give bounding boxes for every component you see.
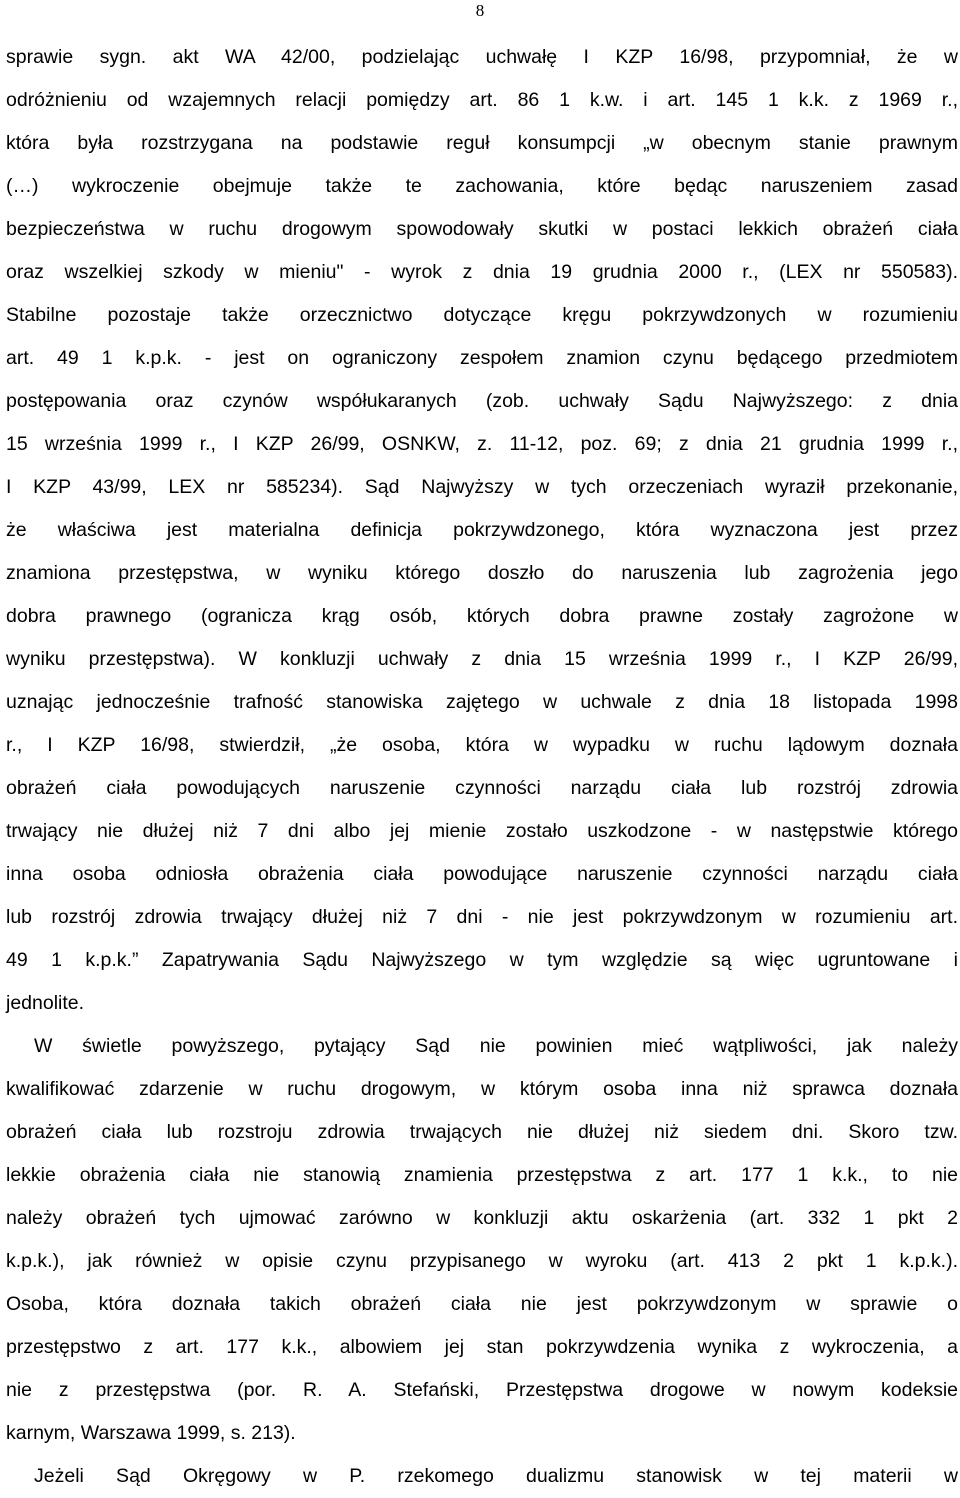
text-line: art. 49 1 k.p.k. - jest on ograniczony zespołem znamion czynu będącego przedmiotem — [6, 347, 958, 369]
body-text — [6, 36, 958, 1498]
text-line: kwalifikować zdarzenie w ruchu drogowym, w którym osoba inna niż sprawca doznała — [6, 1078, 958, 1100]
text-line: że właściwa jest materialna definicja pokrzywdzonego, która wyznaczona jest przez — [6, 519, 958, 541]
text-line: I KZP 43/99, LEX nr 585234). Sąd Najwyższy w tych orzeczeniach wyraził przekonanie, — [6, 476, 958, 498]
text-line: W świetle powyższego, pytający Sąd nie powinien mieć wątpliwości, jak należy — [34, 1035, 958, 1057]
text-line: lub rozstrój zdrowia trwający dłużej niż 7 dni - nie jest pokrzywdzonym w rozumieniu art. — [6, 906, 958, 928]
text-line: nie z przestępstwa (por. R. A. Stefański, Przestępstwa drogowe w nowym kodeksie — [6, 1379, 958, 1401]
text-line: uznając jednocześnie trafność stanowiska zajętego w uchwale z dnia 18 listopada 1998 — [6, 691, 958, 713]
text-line: obrażeń ciała lub rozstroju zdrowia trwających nie dłużej niż siedem dni. Skoro tzw. — [6, 1121, 958, 1143]
text-line: znamiona przestępstwa, w wyniku którego doszło do naruszenia lub zagrożenia jego — [6, 562, 958, 584]
text-line: 49 1 k.p.k.” Zapatrywania Sądu Najwyższego w tym względzie są więc ugruntowane i — [6, 949, 958, 971]
text-line: k.p.k.), jak również w opisie czynu przypisanego w wyroku (art. 413 2 pkt 1 k.p.k.). — [6, 1250, 958, 1272]
text-line: r., I KZP 16/98, stwierdził, „że osoba, która w wypadku w ruchu lądowym doznała — [6, 734, 958, 756]
text-line: sprawie sygn. akt WA 42/00, podzielając uchwałę I KZP 16/98, przypomniał, że w — [6, 46, 958, 68]
text-line: Osoba, która doznała takich obrażeń ciała nie jest pokrzywdzonym w sprawie o — [6, 1293, 958, 1315]
text-line: Stabilne pozostaje także orzecznictwo dotyczące kręgu pokrzywdzonych w rozumieniu — [6, 304, 958, 326]
text-line: jednolite. — [6, 992, 85, 1014]
text-line: odróżnieniu od wzajemnych relacji pomiędzy art. 86 1 k.w. i art. 145 1 k.k. z 1969 r., — [6, 89, 958, 111]
text-line: inna osoba odniosła obrażenia ciała powodujące naruszenie czynności narządu ciała — [6, 863, 958, 885]
text-line: przestępstwo z art. 177 k.k., albowiem jej stan pokrzywdzenia wynika z wykroczenia, a — [6, 1336, 958, 1358]
text-line: postępowania oraz czynów współukaranych (zob. uchwały Sądu Najwyższego: z dnia — [6, 390, 958, 412]
text-line: lekkie obrażenia ciała nie stanowią znamienia przestępstwa z art. 177 1 k.k., to nie — [6, 1164, 958, 1186]
text-line: karnym, Warszawa 1999, s. 213). — [6, 1422, 296, 1444]
text-line: 15 września 1999 r., I KZP 26/99, OSNKW, z. 11-12, poz. 69; z dnia 21 grudnia 1999 r., — [6, 433, 958, 455]
text-line: trwający nie dłużej niż 7 dni albo jej mienie zostało uszkodzone - w następstwie którego — [6, 820, 958, 842]
text-line: obrażeń ciała powodujących naruszenie czynności narządu ciała lub rozstrój zdrowia — [6, 777, 958, 799]
text-line: (…) wykroczenie obejmuje także te zachowania, które będąc naruszeniem zasad — [6, 175, 958, 197]
text-line: która była rozstrzygana na podstawie reguł konsumpcji „w obecnym stanie prawnym — [6, 132, 958, 154]
text-line: Jeżeli Sąd Okręgowy w P. rzekomego dualizmu stanowisk w tej materii w — [34, 1465, 958, 1487]
text-line: dobra prawnego (ogranicza krąg osób, których dobra prawne zostały zagrożone w — [6, 605, 958, 627]
page-number: 8 — [475, 1, 485, 20]
text-line: oraz wszelkiej szkody w mieniu" - wyrok z dnia 19 grudnia 2000 r., (LEX nr 550583). — [6, 261, 958, 283]
text-line: bezpieczeństwa w ruchu drogowym spowodowały skutki w postaci lekkich obrażeń ciała — [6, 218, 958, 240]
text-line: wyniku przestępstwa). W konkluzji uchwały z dnia 15 września 1999 r., I KZP 26/99, — [6, 648, 958, 670]
text-line: należy obrażeń tych ujmować zarówno w konkluzji aktu oskarżenia (art. 332 1 pkt 2 — [6, 1207, 958, 1229]
